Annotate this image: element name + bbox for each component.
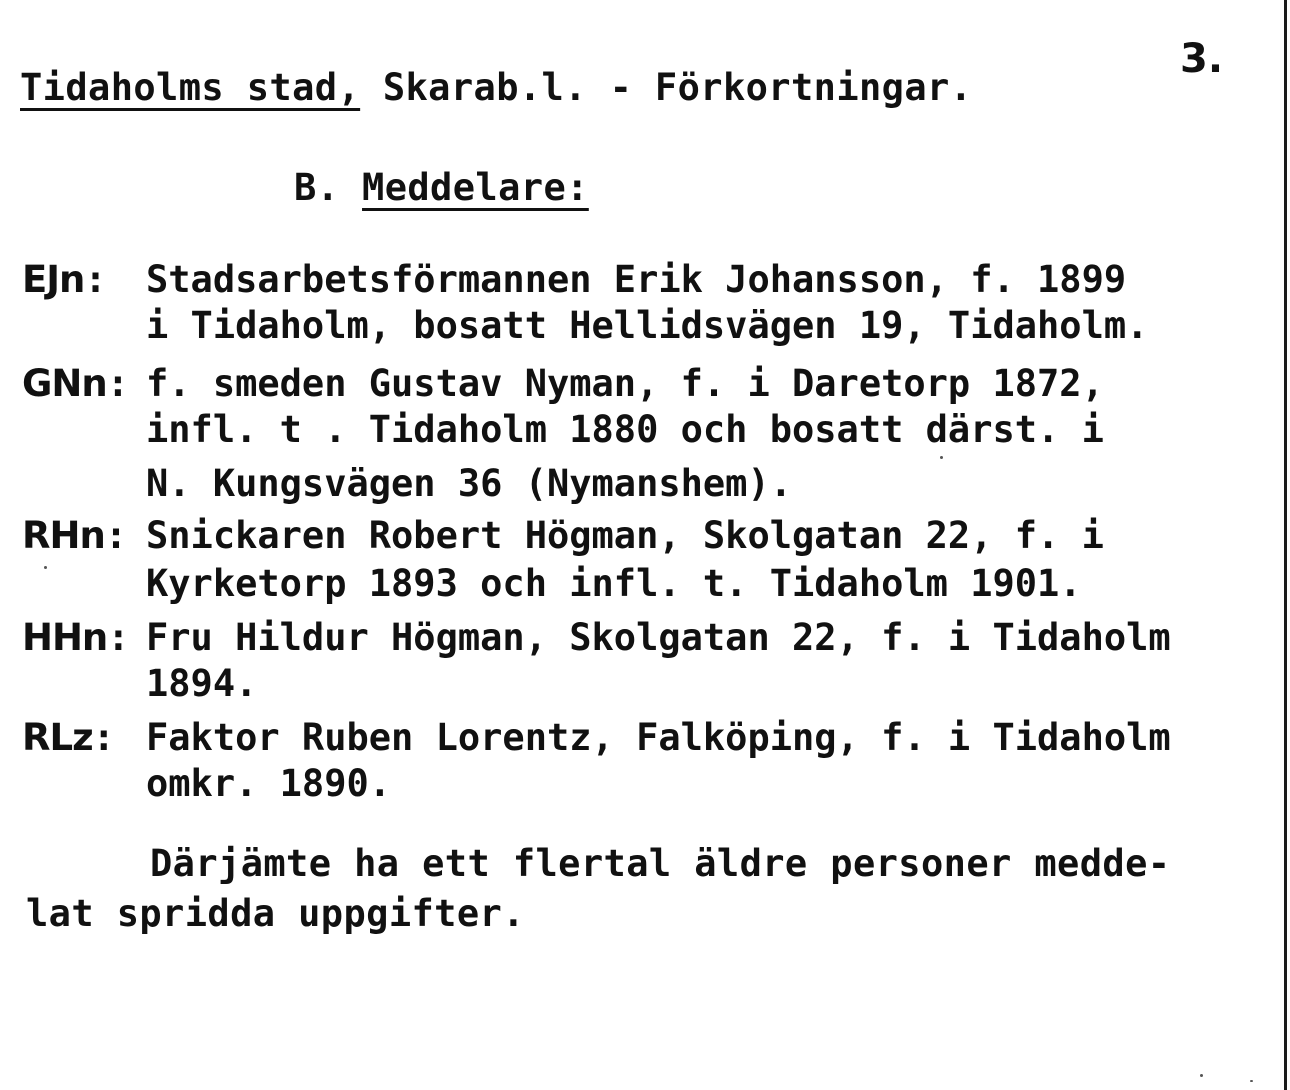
header-place: Tidaholms stad, — [20, 66, 361, 109]
section-title: Meddelare: — [362, 166, 589, 209]
header-rest: Skarab.l. - Förkortningar. — [360, 66, 973, 109]
section-heading — [294, 166, 589, 210]
card-header — [20, 66, 972, 110]
section-letter: B. — [294, 166, 363, 209]
entry-line: omkr. 1890. — [146, 762, 392, 805]
entry-abbr-hhn: HHn: — [22, 616, 129, 659]
entry-abbr-rhn: RHn: — [22, 514, 127, 557]
scan-speck — [1200, 1074, 1203, 1077]
entry-line: i Tidaholm, bosatt Hellidsvägen 19, Tidaholm. — [146, 304, 1149, 347]
entry-line: Kyrketorp 1893 och infl. t. Tidaholm 1901. — [146, 562, 1082, 605]
scan-speck — [940, 456, 943, 459]
page-number: 3. — [1180, 36, 1224, 82]
entry-line: infl. t . Tidaholm 1880 och bosatt därst. i — [146, 408, 1104, 451]
entry-abbr-gnn: GNn: — [22, 362, 128, 405]
scan-speck — [44, 566, 47, 569]
entry-line: 1894. — [146, 662, 258, 705]
scan-speck — [1250, 1080, 1253, 1082]
entry-line: Fru Hildur Högman, Skolgatan 22, f. i Tidaholm — [146, 616, 1171, 659]
closing-line-1: Därjämte ha ett flertal äldre personer medde- — [150, 842, 1171, 885]
entry-line: N. Kungsvägen 36 (Nymanshem). — [146, 462, 793, 505]
entry-line: f. smeden Gustav Nyman, f. i Daretorp 1872, — [146, 362, 1104, 405]
entry-line: Snickaren Robert Högman, Skolgatan 22, f. i — [146, 514, 1104, 557]
closing-line-2: lat spridda uppgifter. — [26, 892, 525, 935]
entry-line: Faktor Ruben Lorentz, Falköping, f. i Tidaholm — [146, 716, 1171, 759]
entry-line: Stadsarbetsförmannen Erik Johansson, f. 1899 — [146, 258, 1127, 301]
card-edge-line — [1284, 0, 1287, 1090]
entry-abbr-rlz: RLz: — [22, 716, 114, 759]
entry-abbr-ejn: EJn: — [22, 258, 106, 301]
